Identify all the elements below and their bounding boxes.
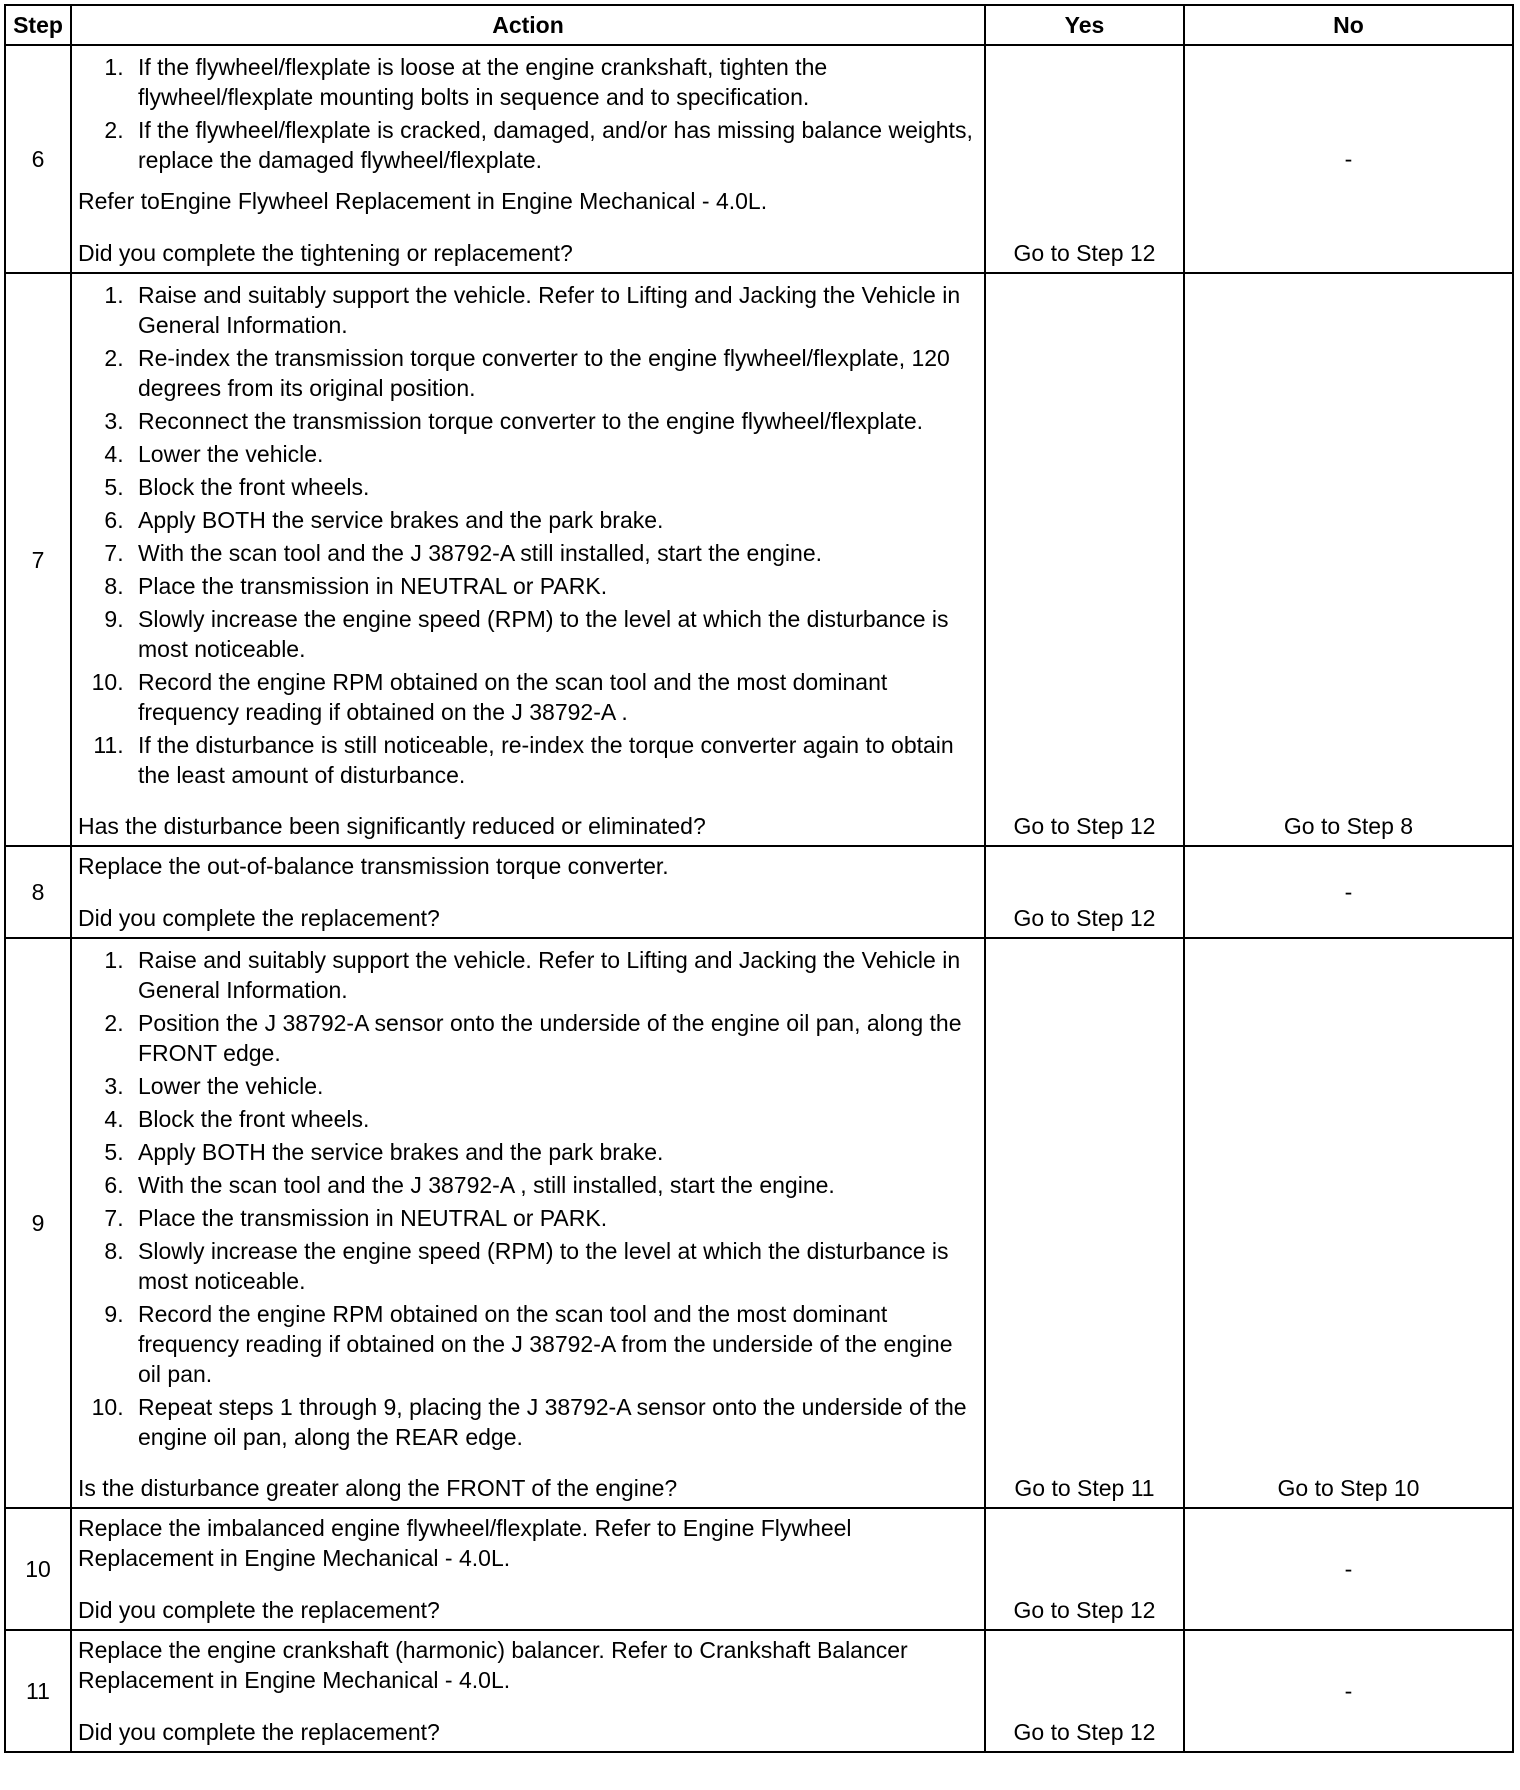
procedure-item: 1. Raise and suitably support the vehicle. Refer to Lifting and Jacking the Vehicle in General Information. (130, 280, 978, 340)
step-number: 11 (5, 1630, 71, 1752)
action-paragraph: Replace the out-of-balance transmission torque converter. (78, 853, 669, 879)
no-result: - (1184, 846, 1513, 938)
procedure-item: 9. Slowly increase the engine speed (RPM) to the level at which the disturbance is most noticeable. (130, 604, 978, 664)
procedure-list (78, 280, 978, 790)
diagnostic-table (4, 4, 1514, 1753)
no-result: - (1184, 1630, 1513, 1752)
yes-result: Go to Step 12 (985, 1508, 1184, 1630)
header-row (5, 5, 1513, 45)
no-result: - (1184, 45, 1513, 273)
yes-result: Go to Step 12 (985, 846, 1184, 938)
procedure-item: 9. Record the engine RPM obtained on the scan tool and the most dominant frequency reading if obtained on the J 38792-A from the underside of the engine oil pan. (130, 1299, 978, 1389)
no-result: Go to Step 10 (1184, 938, 1513, 1508)
procedure-item: 6. Apply BOTH the service brakes and the park brake. (130, 505, 978, 535)
yes-result: Go to Step 12 (985, 45, 1184, 273)
step-number: 10 (5, 1508, 71, 1630)
procedure-item: 4. Block the front wheels. (130, 1104, 978, 1134)
procedure-item: 7. With the scan tool and the J 38792-A still installed, start the engine. (130, 538, 978, 568)
yes-result: Go to Step 11 (985, 938, 1184, 1508)
step-number: 7 (5, 273, 71, 846)
step-number: 9 (5, 938, 71, 1508)
action-paragraph: Refer toEngine Flywheel Replacement in Engine Mechanical - 4.0L. (78, 188, 768, 214)
action-paragraph: Replace the engine crankshaft (harmonic) balancer. Refer to Crankshaft Balancer Replacement in Engine Mechanical - 4.0L. (78, 1637, 908, 1693)
yes-result: Go to Step 12 (985, 273, 1184, 846)
table-row (5, 1508, 1513, 1630)
procedure-list (78, 52, 978, 175)
action-cell (71, 45, 985, 273)
procedure-item: 10. Record the engine RPM obtained on the scan tool and the most dominant frequency reading if obtained on the J 38792-A . (130, 667, 978, 727)
procedure-item: 5. Apply BOTH the service brakes and the park brake. (130, 1137, 978, 1167)
procedure-item: 4. Lower the vehicle. (130, 439, 978, 469)
action-question: Did you complete the replacement? (78, 1597, 440, 1623)
procedure-item: 2. Position the J 38792-A sensor onto the underside of the engine oil pan, along the FRONT edge. (130, 1008, 978, 1068)
step-number: 6 (5, 45, 71, 273)
procedure-item: 2. If the flywheel/flexplate is cracked, damaged, and/or has missing balance weights, replace the damaged flywheel/flexplate. (130, 115, 978, 175)
action-cell (71, 1630, 985, 1752)
action-question: Is the disturbance greater along the FRONT of the engine? (78, 1475, 678, 1501)
action-cell (71, 1508, 985, 1630)
action-cell (71, 938, 985, 1508)
table-row (5, 938, 1513, 1508)
action-question: Did you complete the replacement? (78, 1719, 440, 1745)
procedure-item: 1. If the flywheel/flexplate is loose at the engine crankshaft, tighten the flywheel/flexplate mounting bolts in sequence and to specification. (130, 52, 978, 112)
procedure-list (78, 945, 978, 1452)
procedure-item: 3. Lower the vehicle. (130, 1071, 978, 1101)
action-column-header: Action (71, 5, 985, 45)
yes-result: Go to Step 12 (985, 1630, 1184, 1752)
action-cell (71, 273, 985, 846)
action-question: Did you complete the tightening or replacement? (78, 240, 573, 266)
procedure-item: 7. Place the transmission in NEUTRAL or PARK. (130, 1203, 978, 1233)
table-body (5, 45, 1513, 1752)
procedure-item: 8. Place the transmission in NEUTRAL or PARK. (130, 571, 978, 601)
action-question: Has the disturbance been significantly reduced or eliminated? (78, 813, 706, 839)
no-result: Go to Step 8 (1184, 273, 1513, 846)
procedure-item: 2. Re-index the transmission torque converter to the engine flywheel/flexplate, 120 degrees from its original position. (130, 343, 978, 403)
table-row (5, 45, 1513, 273)
yes-column-header: Yes (985, 5, 1184, 45)
action-question: Did you complete the replacement? (78, 905, 440, 931)
action-paragraph: Replace the imbalanced engine flywheel/flexplate. Refer to Engine Flywheel Replacement in Engine Mechanical - 4.0L. (78, 1515, 852, 1571)
step-number: 8 (5, 846, 71, 938)
procedure-item: 3. Reconnect the transmission torque converter to the engine flywheel/flexplate. (130, 406, 978, 436)
table-row (5, 273, 1513, 846)
table-row (5, 846, 1513, 938)
procedure-item: 1. Raise and suitably support the vehicle. Refer to Lifting and Jacking the Vehicle in General Information. (130, 945, 978, 1005)
procedure-item: 6. With the scan tool and the J 38792-A , still installed, start the engine. (130, 1170, 978, 1200)
no-result: - (1184, 1508, 1513, 1630)
table-row (5, 1630, 1513, 1752)
procedure-item: 5. Block the front wheels. (130, 472, 978, 502)
no-column-header: No (1184, 5, 1513, 45)
procedure-item: 8. Slowly increase the engine speed (RPM) to the level at which the disturbance is most noticeable. (130, 1236, 978, 1296)
procedure-item: 11. If the disturbance is still noticeable, re-index the torque converter again to obtain the least amount of disturbance. (130, 730, 978, 790)
step-column-header: Step (5, 5, 71, 45)
procedure-item: 10. Repeat steps 1 through 9, placing the J 38792-A sensor onto the underside of the engine oil pan, along the REAR edge. (130, 1392, 978, 1452)
action-cell (71, 846, 985, 938)
